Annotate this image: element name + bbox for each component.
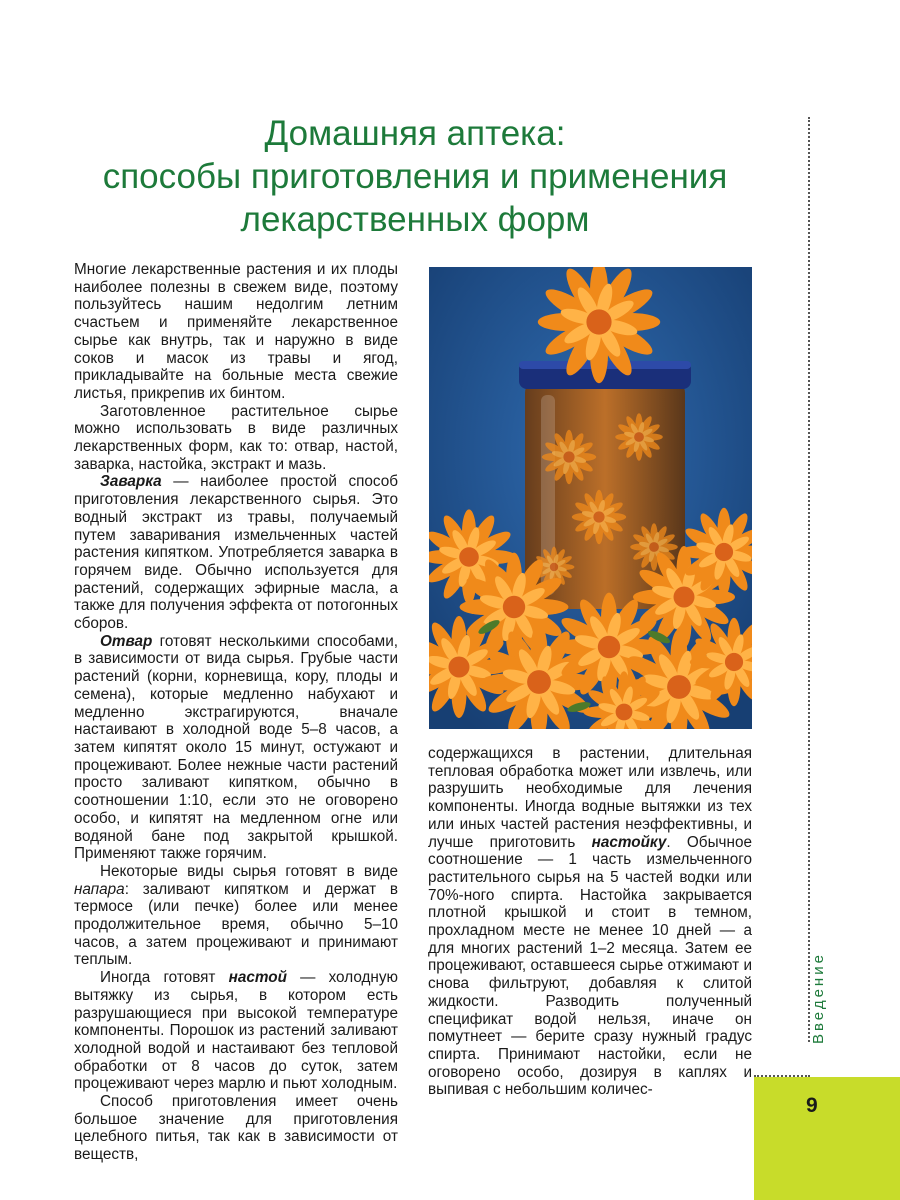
paragraph-nastoyka: содержащихся в растении, длительная тепловая обработка может или извлечь, или разрушить необходимые для лечения компоненты. Иногда водные вытяжки из тех или иных частей растения неэффективны, и лучше приготовить настойку. Обычное соотношение — 1 часть измельченного растительного сырья на 5 частей водки или 70%-ного спирта. Настойка закрывается плотной крышкой и стоит в темном, прохладном месте не менее 10 дней — а для многих растений 1–2 месяца. Затем ее процеживают, оставшееся сырье отжимают и снова фильтруют, добавляя к слитой жидкости. Разводить полученный спецификат водой нельзя, иначе он помутнеет — берите сразу нужный градус спирта. Принимают настойки, если не оговорено особо, дозируя в каплях и выпивая с небольшим количес-: [428, 745, 752, 1099]
title-line-1: Домашняя аптека:: [264, 114, 566, 153]
paragraph-napar: Некоторые виды сырья готовят в виде напара: заливают кипятком и держат в термосе (или печке) более или менее продолжительное время, обычно 5–10 часов, а затем процеживают и принимают теплым.: [74, 862, 398, 969]
left-text-column: [74, 261, 398, 1164]
page-tab: [754, 1077, 900, 1200]
paragraph-otvar: Отвар готовят несколькими способами, в зависимости от вида сырья. Грубые части растений (корни, корневища, кору, плоды и семена), которые медленно набухают и медленно экстрагируются, вначале настаивают в холодной воде 5–8 часов, а затем кипятят около 15 минут, остужают и процеживают. Более нежные части растений просто заливают кипятком, обычно в соотношении 1:10, если это не оговорено особо, и кипятят на медленном огне или водяной бане под закрытой крышкой. Применяют также горячим.: [74, 632, 398, 863]
page-title: [60, 112, 770, 241]
term-nastoy: настой: [228, 969, 287, 987]
paragraph-intro: Многие лекарственные растения и их плоды наиболее полезны в свежем виде, поэтому пользуйтесь нашим недолгим летним счастьем и применяйте лекарственное сырье как внутрь, так и наружно в виде соков и масок из травы и ягод, прикладывайте на больные места свежие листья, прикрепив их бинтом.: [74, 261, 398, 402]
vertical-dotted-rule: [808, 117, 810, 1042]
title-line-3: лекарственных форм: [240, 200, 590, 239]
calendula-jar-photo: [429, 267, 752, 729]
paragraph-nastoy: Иногда готовят настой — холодную вытяжку из сырья, в котором есть разрушающиеся при высокой температуре компоненты. Порошок из растений заливают холодной водой и настаивают без тепловой обработки от 8 часов до суток, затем процеживают через марлю и пьют холодным.: [74, 969, 398, 1093]
right-text-column: [428, 745, 752, 1099]
section-side-label: Введение: [810, 952, 827, 1044]
term-nastoyka: настойку: [591, 833, 667, 851]
calendula-jar-illustration: [429, 267, 752, 729]
term-otvar: Отвар: [100, 632, 153, 650]
term-zavarka: Заварка: [100, 473, 162, 491]
paragraph-method: Способ приготовления имеет очень большое значение для приготовления целебного питья, так как в зависимости от веществ,: [74, 1093, 398, 1164]
paragraph-forms: Заготовленное растительное сырье можно использовать в виде различных лекарственных форм, как то: отвар, настой, заварка, настойка, экстракт и мазь.: [74, 402, 398, 473]
term-napar: напара: [74, 880, 125, 898]
title-line-2: способы приготовления и применения: [102, 157, 728, 196]
page-number: 9: [806, 1094, 818, 1117]
paragraph-zavarka: Заварка — наиболее простой способ приготовления лекарственного сырья. Это водный экстракт из травы, получаемый путем заваривания измельченных частей растения кипятком. Употребляется заварка в горячем виде. Обычно используется для растений, содержащих эфирные масла, а также для получения эффекта от потогонных сборов.: [74, 473, 398, 633]
